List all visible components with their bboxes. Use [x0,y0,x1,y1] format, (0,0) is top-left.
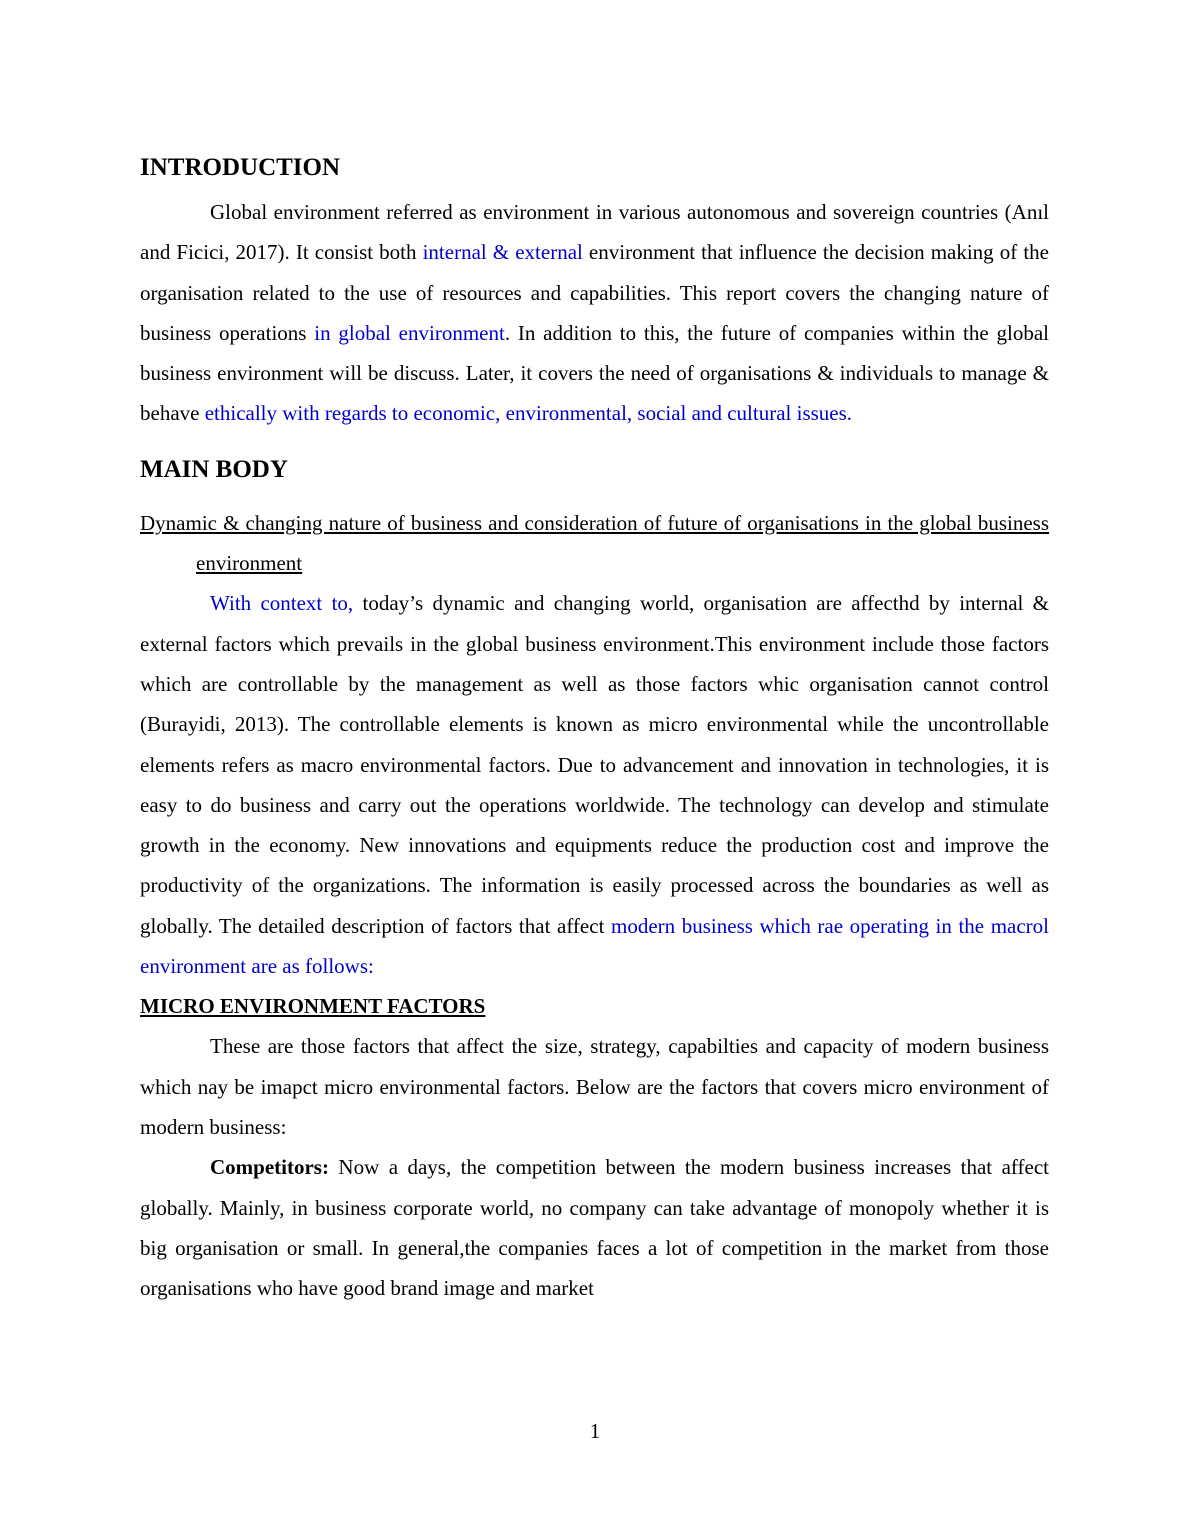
main-body-paragraph [140,583,1049,986]
competitors-label: Competitors: [210,1155,329,1180]
page-number: 1 [589,1419,601,1443]
intro-text-1: Global environment referred as environment in various autonomous and sovereign countries (Anıl and Ficici, 2017). It consist both [140,200,1049,265]
intro-highlight-2: in global environment [314,320,505,345]
main-text-1: today’s dynamic and changing world, organisation are affecthd by internal & external factors which prevails in the global business environment.This environment include those factors which are controllable by the management as well as those factors whic organisation cannot control (Burayidi, 2013). The controllable elements is known as micro environmental while the uncontrollable elements refers as macro environmental factors. Due to advancement and innovation in technologies, it is easy to do business and carry out the operations worldwide. The technology can develop and stimulate growth in the economy. New innovations and equipments reduce the production cost and improve the productivity of the organizations. The information is easily processed across the boundaries as well as globally. The detailed description of factors that affect [140,591,1049,938]
main-highlight-2: modern business which rae operating in the macrol environment are as follows: [140,913,1050,979]
main-body-heading: MAIN BODY [140,455,288,483]
section-subheading: Dynamic & changing nature of business and consideration of future of organisations in the global business environment [140,510,1049,576]
competitors-paragraph [140,1147,1049,1308]
intro-highlight-1: internal & external [422,240,583,265]
intro-highlight-3: ethically with regards to economic, environmental, social and cultural issues. [204,401,853,426]
intro-text-2: environment that influence the decision making of the organisation related to the use of resources and capabilities. This report covers the changing nature of business operations [140,240,1049,345]
main-highlight-1: With context to, [210,591,354,616]
intro-text-3: . In addition to this, the future of companies within the global business environment will be discuss. Later, it covers the need of organisations & individuals to manage & behave [140,320,1049,426]
document-page [140,150,1049,1308]
competitors-text: Now a days, the competition between the modern business increases that affect globally. Mainly, in business corporate world, no company can take advantage of monopoly whether it is big organisation or small. In general,the companies faces a lot of competition in the market from those organisations who have good brand image and market [140,1155,1049,1301]
micro-environment-heading: MICRO ENVIRONMENT FACTORS [140,994,486,1019]
introduction-paragraph [140,192,1049,434]
micro-paragraph: These are those factors that affect the size, strategy, capabilties and capacity of modern business which nay be imapct micro environmental factors. Below are the factors that covers micro environment of modern business: [140,1034,1049,1139]
introduction-heading: INTRODUCTION [140,154,341,181]
